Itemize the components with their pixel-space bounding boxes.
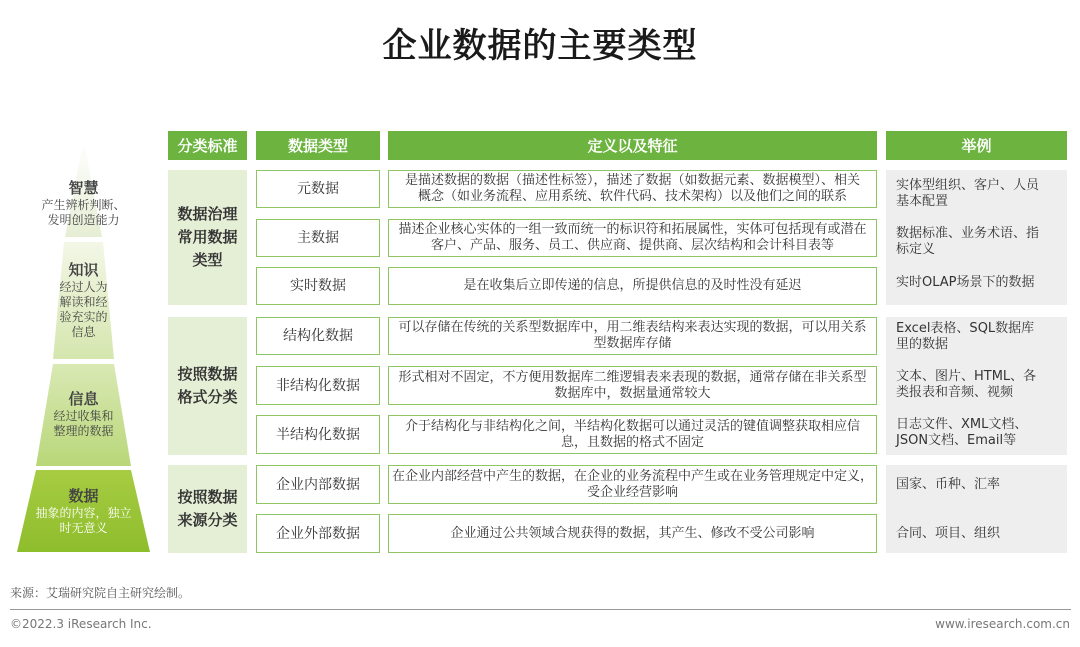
example-line: JSON文档、Email等: [896, 433, 1017, 448]
example-cell: [886, 218, 1067, 266]
pyramid-data-title: 数据: [68, 487, 99, 505]
pyramid-level-knowledge: [17, 242, 150, 359]
definition-line: 数据库中，数据量通常较大: [554, 385, 711, 401]
definition-line: 可以存储在传统的关系型数据库中，用二维表结构来表达实现的数据，可以用关系: [398, 320, 867, 335]
group-format-line2: 格式分类: [177, 388, 238, 406]
type-cell: 实时数据: [256, 267, 380, 305]
example-line: 实体型组织、客户、人员: [896, 178, 1040, 193]
definition-line: 企业通过公共领域合规获得的数据，其产生、修改不受公司影响: [450, 525, 815, 541]
header-standard: 分类标准: [168, 131, 247, 160]
pyramid-knowledge-title: 知识: [68, 261, 99, 279]
pyramid-knowledge-desc-line3: 验充实的: [59, 310, 108, 324]
type-cell: 主数据: [256, 219, 380, 257]
pyramid-information-desc-line1: 经过收集和: [53, 409, 114, 423]
pyramid-information-title: 信息: [68, 390, 99, 408]
header-type: 数据类型: [256, 131, 380, 160]
header-definition: 定义以及特征: [388, 131, 877, 160]
group-governance-line2: 常用数据: [177, 228, 238, 246]
pyramid-wisdom-desc-line1: 产生辨析判断、: [41, 198, 126, 212]
type-cell: 企业外部数据: [256, 514, 380, 553]
group-source-line2: 来源分类: [177, 511, 238, 529]
definition-line: 形式相对不固定，不方便用数据库二维逻辑表来表现的数据，通常存储在非关系型: [398, 369, 867, 385]
group-governance-line1: 数据治理: [177, 205, 238, 223]
definition-line: 息，且数据的格式不固定: [560, 434, 704, 450]
example-line: 数据标准、业务术语、指: [896, 226, 1040, 241]
pyramid-data-desc-line1: 抽象的内容，独立: [35, 506, 132, 520]
definition-cell: [388, 267, 877, 305]
example-line: 文本、图片、HTML、各: [896, 369, 1037, 384]
footer-divider: [10, 609, 1071, 610]
type-cell: 结构化数据: [256, 317, 380, 355]
website-url: www.iresearch.com.cn: [935, 617, 1070, 631]
example-line: 实时OLAP场景下的数据: [896, 275, 1035, 290]
example-line: 类报表和音频、视频: [896, 385, 1014, 400]
definition-line: 描述企业核心实体的一组一致而统一的标识符和拓展属性，实体可包括现有或潜在: [398, 222, 867, 237]
pyramid-level-information: [17, 364, 150, 466]
example-line: 里的数据: [896, 337, 949, 352]
example-line: 日志文件、XML文档、: [896, 417, 1028, 432]
group-format-line1: 按照数据: [177, 365, 238, 383]
source-note: 来源：艾瑞研究院自主研究绘制。: [10, 586, 191, 600]
pyramid-knowledge-desc-line1: 经过人为: [59, 280, 108, 294]
pyramid-information-desc-line2: 整理的数据: [53, 424, 114, 438]
definition-line: 概念（如业务流程、应用系统、软件代码、技术架构）以及他们之间的联系: [417, 189, 847, 204]
copyright: ©2022.3 iResearch Inc.: [10, 617, 152, 631]
type-cell: 非结构化数据: [256, 366, 380, 405]
definition-line: 受企业经营影响: [586, 484, 678, 500]
pyramid-data-desc-line2: 时无意义: [59, 521, 108, 535]
page-title: 企业数据的主要类型: [382, 26, 698, 66]
group-source: [168, 465, 247, 553]
example-line: Excel表格、SQL数据库: [896, 321, 1035, 336]
pyramid-knowledge-desc-line4: 信息: [71, 325, 96, 339]
definition-line: 在企业内部经营中产生的数据，在企业的业务流程中产生或在业务管理规定中定义，: [391, 468, 873, 484]
group-governance: [168, 170, 247, 305]
group-governance-line3: 类型: [192, 251, 223, 269]
example-cell: [886, 362, 1067, 408]
group-format: [168, 317, 247, 455]
definition-cell: [388, 366, 877, 405]
definition-cell: [388, 514, 877, 553]
definition-cell: [388, 415, 877, 454]
definition-cell: [388, 170, 877, 208]
example-cell: [886, 170, 1067, 218]
pyramid-knowledge-desc-line2: 解读和经: [59, 295, 108, 309]
type-cell: 企业内部数据: [256, 465, 380, 504]
example-line: 基本配置: [896, 194, 949, 209]
example-line: 标定义: [896, 242, 936, 257]
example-cell: [886, 465, 1067, 505]
pyramid-level-wisdom: [17, 140, 150, 237]
type-cell: 半结构化数据: [256, 415, 380, 454]
definition-cell: [388, 219, 877, 257]
example-cell: [886, 266, 1067, 300]
example-cell: [886, 514, 1067, 553]
definition-line: 是描述数据的数据（描述性标签），描述了数据（如数据元素、数据模型）、相关: [404, 173, 860, 188]
definition-line: 介于结构化与非结构化之间，半结构化数据可以通过灵活的键值调整获取相应信: [404, 418, 860, 434]
pyramid-level-data: [17, 470, 150, 552]
definition-line: 型数据库存储: [593, 336, 672, 351]
header-example: 举例: [886, 131, 1067, 160]
example-line: 合同、项目、组织: [896, 525, 1001, 541]
example-cell: [886, 410, 1067, 456]
example-line: 国家、币种、汇率: [896, 477, 1001, 492]
definition-cell: [388, 465, 877, 504]
example-cell: [886, 314, 1067, 360]
definition-cell: [388, 317, 877, 355]
pyramid-wisdom-title: 智慧: [68, 179, 99, 197]
definition-line: 客户、产品、服务、员工、供应商、提供商、层次结构和会计科目表等: [430, 238, 834, 253]
type-cell: 元数据: [256, 170, 380, 208]
pyramid-wisdom-desc-line2: 发明创造能力: [47, 213, 120, 227]
definition-line: 是在收集后立即传递的信息，所提供信息的及时性没有延迟: [463, 278, 802, 293]
group-source-line1: 按照数据: [177, 488, 238, 506]
